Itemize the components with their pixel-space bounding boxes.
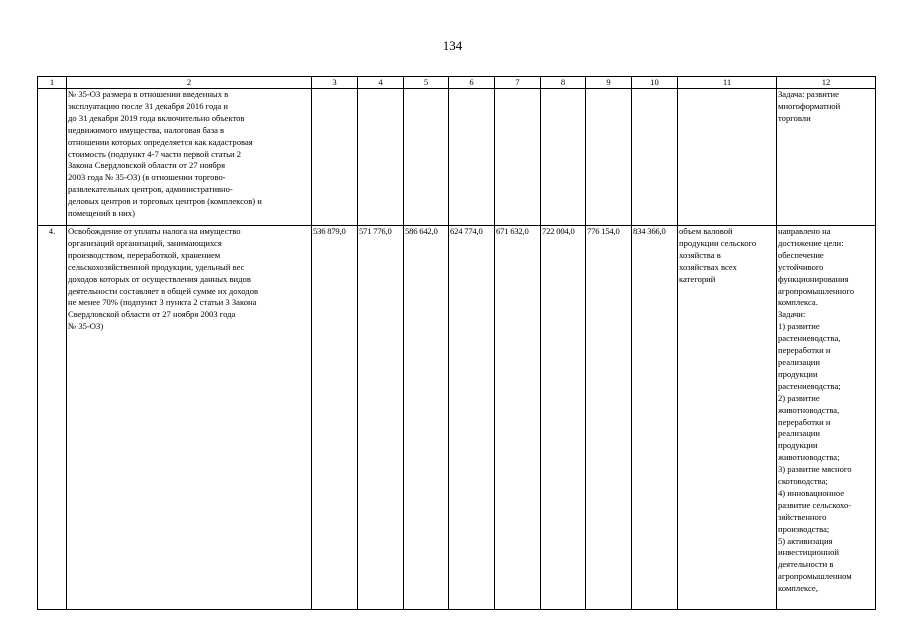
benefit-description: Освобождение от уплаты налога на имущество организаций организаций, занимающихся производством, переработкой, хранением сельскохозяйственной продукции, удельный вес доходов которых от осуществления данных видов деятельности составляет в общей сумме их доходов не менее 70% (подпункт 3 пункта 2 статьи 3 Закона Свердловской области от 27 ноября 2003 года № 35-ОЗ) xyxy=(67,226,312,610)
value-cell: 834 366,0 xyxy=(632,226,678,610)
row-number xyxy=(38,89,67,226)
benefits-table xyxy=(37,76,876,610)
value-cell: 536 879,0 xyxy=(312,226,358,610)
col-num-3: 3 xyxy=(312,77,358,89)
col-num-4: 4 xyxy=(358,77,404,89)
table-row xyxy=(38,226,876,610)
col-num-7: 7 xyxy=(495,77,541,89)
value-cell xyxy=(586,89,632,226)
value-cell xyxy=(495,89,541,226)
value-cell xyxy=(404,89,449,226)
indicator-cell: объем валовой продукции сельского хозяйства в хозяйствах всех категорий xyxy=(678,226,777,610)
col-num-9: 9 xyxy=(586,77,632,89)
value-cell xyxy=(312,89,358,226)
row-number: 4. xyxy=(38,226,67,610)
table-row xyxy=(38,89,876,226)
indicator-cell xyxy=(678,89,777,226)
col-num-1: 1 xyxy=(38,77,67,89)
value-cell: 722 004,0 xyxy=(541,226,586,610)
value-cell: 624 774,0 xyxy=(449,226,495,610)
col-num-2: 2 xyxy=(67,77,312,89)
value-cell: 586 642,0 xyxy=(404,226,449,610)
col-num-5: 5 xyxy=(404,77,449,89)
col-num-12: 12 xyxy=(777,77,876,89)
col-num-6: 6 xyxy=(449,77,495,89)
goal-cell: направлено на достижение цели: обеспечение устойчивого функционирования агропромышленного комплекса. Задачи: 1) развитие растениеводства, переработки и реализации продукции растениеводства; 2) развитие животноводства, переработки и реализации продукции животноводства; 3) развитие мясного скотоводства; 4) инновационное развитие сельскохо- зяйственного производства; 5) активизация инвестиционной деятельности в агропромышленном комплексе, xyxy=(777,226,876,610)
col-num-10: 10 xyxy=(632,77,678,89)
page-number: 134 xyxy=(442,38,463,53)
value-cell: 776 154,0 xyxy=(586,226,632,610)
goal-cell: Задача: развитие многоформатной торговли xyxy=(777,89,876,226)
column-number-row xyxy=(38,77,876,89)
value-cell xyxy=(449,89,495,226)
benefit-description: № 35-ОЗ размера в отношении введенных в эксплуатацию после 31 декабря 2016 года и до 31 декабря 2019 года включительно объектов недвижимого имущества, налоговая база в отношении которых определяется как кадастровая стоимость (подпункт 4-7 части первой статьи 2 Закона Свердловской области от 27 ноября 2003 года № 35-ОЗ) (в отношении торгово- развлекательных центров, административно- деловых центров и торговых центров (комплексов) и помещений в них) xyxy=(67,89,312,226)
value-cell xyxy=(541,89,586,226)
value-cell: 671 632,0 xyxy=(495,226,541,610)
col-num-8: 8 xyxy=(541,77,586,89)
col-num-11: 11 xyxy=(678,77,777,89)
value-cell xyxy=(358,89,404,226)
value-cell xyxy=(632,89,678,226)
value-cell: 571 776,0 xyxy=(358,226,404,610)
